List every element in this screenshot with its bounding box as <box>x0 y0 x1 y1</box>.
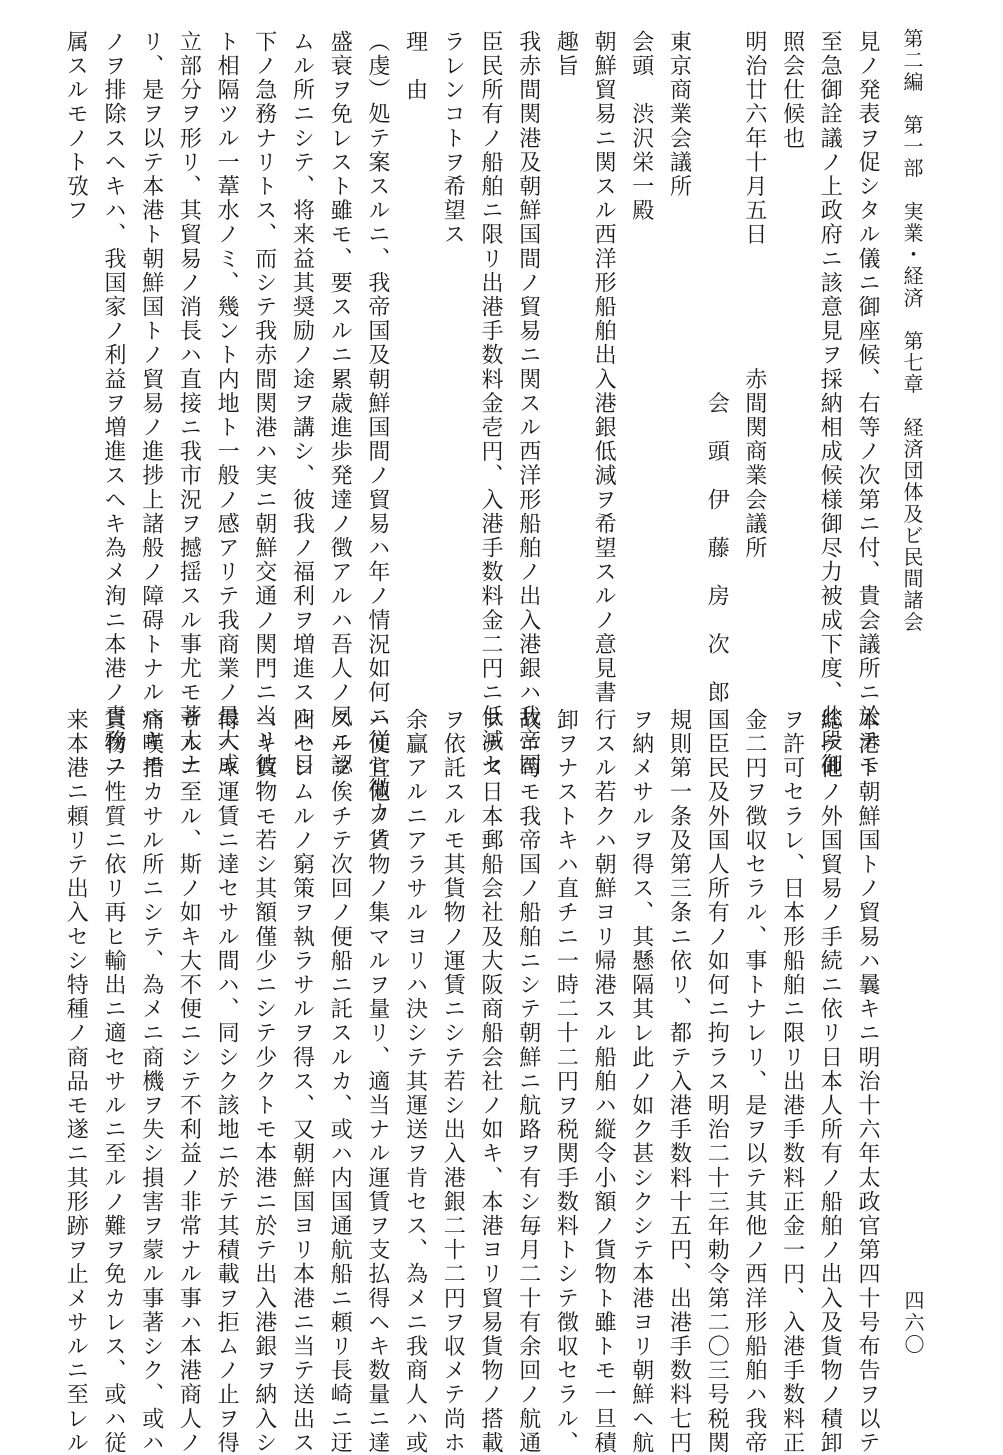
text-column: ヲナス日本郵船会社及大阪商船会社ノ如キ、本港ヨリ貿易貨物ノ搭載 <box>478 708 503 1455</box>
text-column: 臣民所有ノ船舶ニ限リ出港手数料金壱円、入港手数料金二円ニ低減セ <box>478 30 503 778</box>
text-column: 下ノ急務ナリトス、而シテ我赤間関港ハ実ニ朝鮮交通ノ関門ニ当リ彼 <box>251 30 277 778</box>
text-column: ノヲ排除スヘキハ、我国家ノ利益ヲ増進スヘキ為メ洵ニ本港ノ責務ニ <box>101 30 126 778</box>
text-column: リ、是ヲ以テ本港ト朝鮮国トノ貿易ノ進捗上諸般ノ障碍トナルヘキモ <box>138 30 164 778</box>
text-column: 痛嘆措カサル所ニシテ、為メニ商機ヲ失シ損害ヲ蒙ル事著シク、或ハ <box>138 708 164 1455</box>
page-number: 四六〇 <box>901 1290 925 1356</box>
text-column: 我赤間関港及朝鮮国間ノ貿易ニ関スル西洋形船舶ノ出入港銀ハ我帝国 <box>515 30 541 778</box>
text-column: サルニ至ル、斯ノ如キ大不便ニシテ不利益ノ非常ナル事ハ本港商人ノ <box>176 708 202 1455</box>
text-column: スルヲ俟チテ次回ノ便船ニ託スルカ、或ハ内国通航船ニ頼リ長崎ニ迂 <box>327 708 353 1455</box>
text-column: 国臣民及外国人所有ノ如何ニ拘ラス明治二十三年勅令第二〇三号税関 <box>704 708 730 1455</box>
text-column: 理 由 <box>402 30 428 103</box>
text-column: 金二円ヲ徴収セラル、事トナレリ、是ヲ以テ其他ノ西洋形船舶ハ我帝 <box>741 708 767 1455</box>
text-column: 回セシムルノ窮策ヲ執ラサルヲ得ス、又朝鮮国ヨリ本港ニ当テ送出ス <box>289 708 315 1455</box>
text-column: 東京商業会議所 <box>666 30 692 199</box>
text-column: 得ヘキ運賃ニ達セサル間ハ、同シク該地ニ於テ其積載ヲ拒ムノ止ヲ得 <box>214 708 240 1455</box>
text-column: 明治廿六年十月五日 赤間関商業会議所 <box>741 30 767 561</box>
text-column: 規則第一条及第三条ニ依リ、都テ入港手数料十五円、出港手数料七円 <box>666 708 692 1455</box>
text-column: 故ニ苟モ我帝国ノ船舶ニシテ朝鮮ニ航路ヲ有シ毎月二十有余回ノ航通 <box>515 708 541 1455</box>
text-column: 会頭 渋沢栄一殿 <box>628 30 654 223</box>
text-column: 立部分ヲ形リ、其貿易ノ消長ハ直接ニ我市況ヲ撼揺スル事尤モ著大ナ <box>176 30 202 778</box>
text-column: 本港ト朝鮮国トノ貿易ハ曩キニ明治十六年太政官第四十号布告ヲ以テ <box>855 708 880 1455</box>
text-column: 行スル若クハ朝鮮ヨリ帰港スル船舶ハ縦令小額ノ貨物ト雖トモ一旦積 <box>591 708 617 1455</box>
running-head: 第二編 第一部 実業・経済 第七章 経済団体及ビ民間諸会 <box>900 28 924 633</box>
text-column: 照会仕候也 <box>779 30 805 151</box>
text-column: 見ノ発表ヲ促シタル儀ニ御座候、右等ノ次第ニ付、貴会議所ニ於テモ <box>855 30 880 778</box>
text-column: 余贏アルニアラサルヨリハ決シテ其運送ヲ肯セス、為メニ我商人ハ或 <box>402 708 428 1455</box>
text-column: ヲ依託スルモ其貨物ノ運賃ニシテ若シ出入港銀二十二円ヲ収メテ尚ホ <box>440 708 466 1455</box>
text-column: （虔）処テ案スルニ、我帝国及朝鮮国間ノ貿易ハ年ノ情況如何ニ従ヒ微カノ <box>364 30 390 850</box>
text-column: 会 頭 伊 藤 房 次 郎 <box>704 30 730 705</box>
text-column: ヲ納メサルヲ得ス、其懸隔其レ此ノ如ク甚シクシテ本港ヨリ朝鮮ヘ航 <box>628 708 654 1455</box>
text-column: ヲ許可セラレ、日本形船舶ニ限リ出港手数料正金一円、入港手数料正 <box>779 708 805 1455</box>
text-column: 卸ヲナストキハ直チニ一時二十二円ヲ税関手数料トシテ徴収セラル、 <box>553 708 579 1455</box>
text-column: ハ便宜他ノ貨物ノ集マルヲ量リ、適当ナル運賃ヲ支払得ヘキ数量ニ達 <box>364 708 390 1455</box>
text-column: 属スルモノト攷フ <box>63 30 89 223</box>
text-column: 朝鮮貿易ニ関スル西洋形船舶出入港銀低減ヲ希望スルノ意見書 <box>591 30 617 705</box>
text-column: 趣旨 <box>553 30 579 79</box>
text-column: 来本港ニ頼リテ出入セシ特種ノ商品モ遂ニ其形跡ヲ止メサルニ至レル <box>63 708 89 1455</box>
text-column: 貨物ノ性質ニ依リ再ヒ輸出ニ適セサルニ至ルノ難ヲ免カレス、或ハ従 <box>101 708 126 1455</box>
text-column: ト相隔ツル一葦水ノミ、幾ント内地ト一般ノ感アリテ我商業ノ最大成 <box>214 30 240 778</box>
text-column: ヘキ貨物モ若シ其額僅少ニシテ少クトモ本港ニ於テ出入港銀ヲ納入シ <box>251 708 277 1455</box>
text-column: 至急御詮議ノ上政府ニ該意見ヲ採納相成候様御尽力被成下度、此段御 <box>817 30 843 778</box>
text-column: 総テ他ノ外国貿易ノ手続ニ依リ日本人所有ノ船舶ノ出入及貨物ノ積卸 <box>817 708 843 1455</box>
text-column: ムル所ニシテ、将来益其奨励ノ途ヲ講シ、彼我ノ福利ヲ増進スルハ目 <box>289 30 315 778</box>
text-column: 盛衰ヲ免レスト雖モ、要スルニ累歳進歩発達ノ徴アルハ吾人ノ夙ニ認 <box>327 30 353 778</box>
text-column: ラレンコトヲ希望ス <box>440 30 466 247</box>
